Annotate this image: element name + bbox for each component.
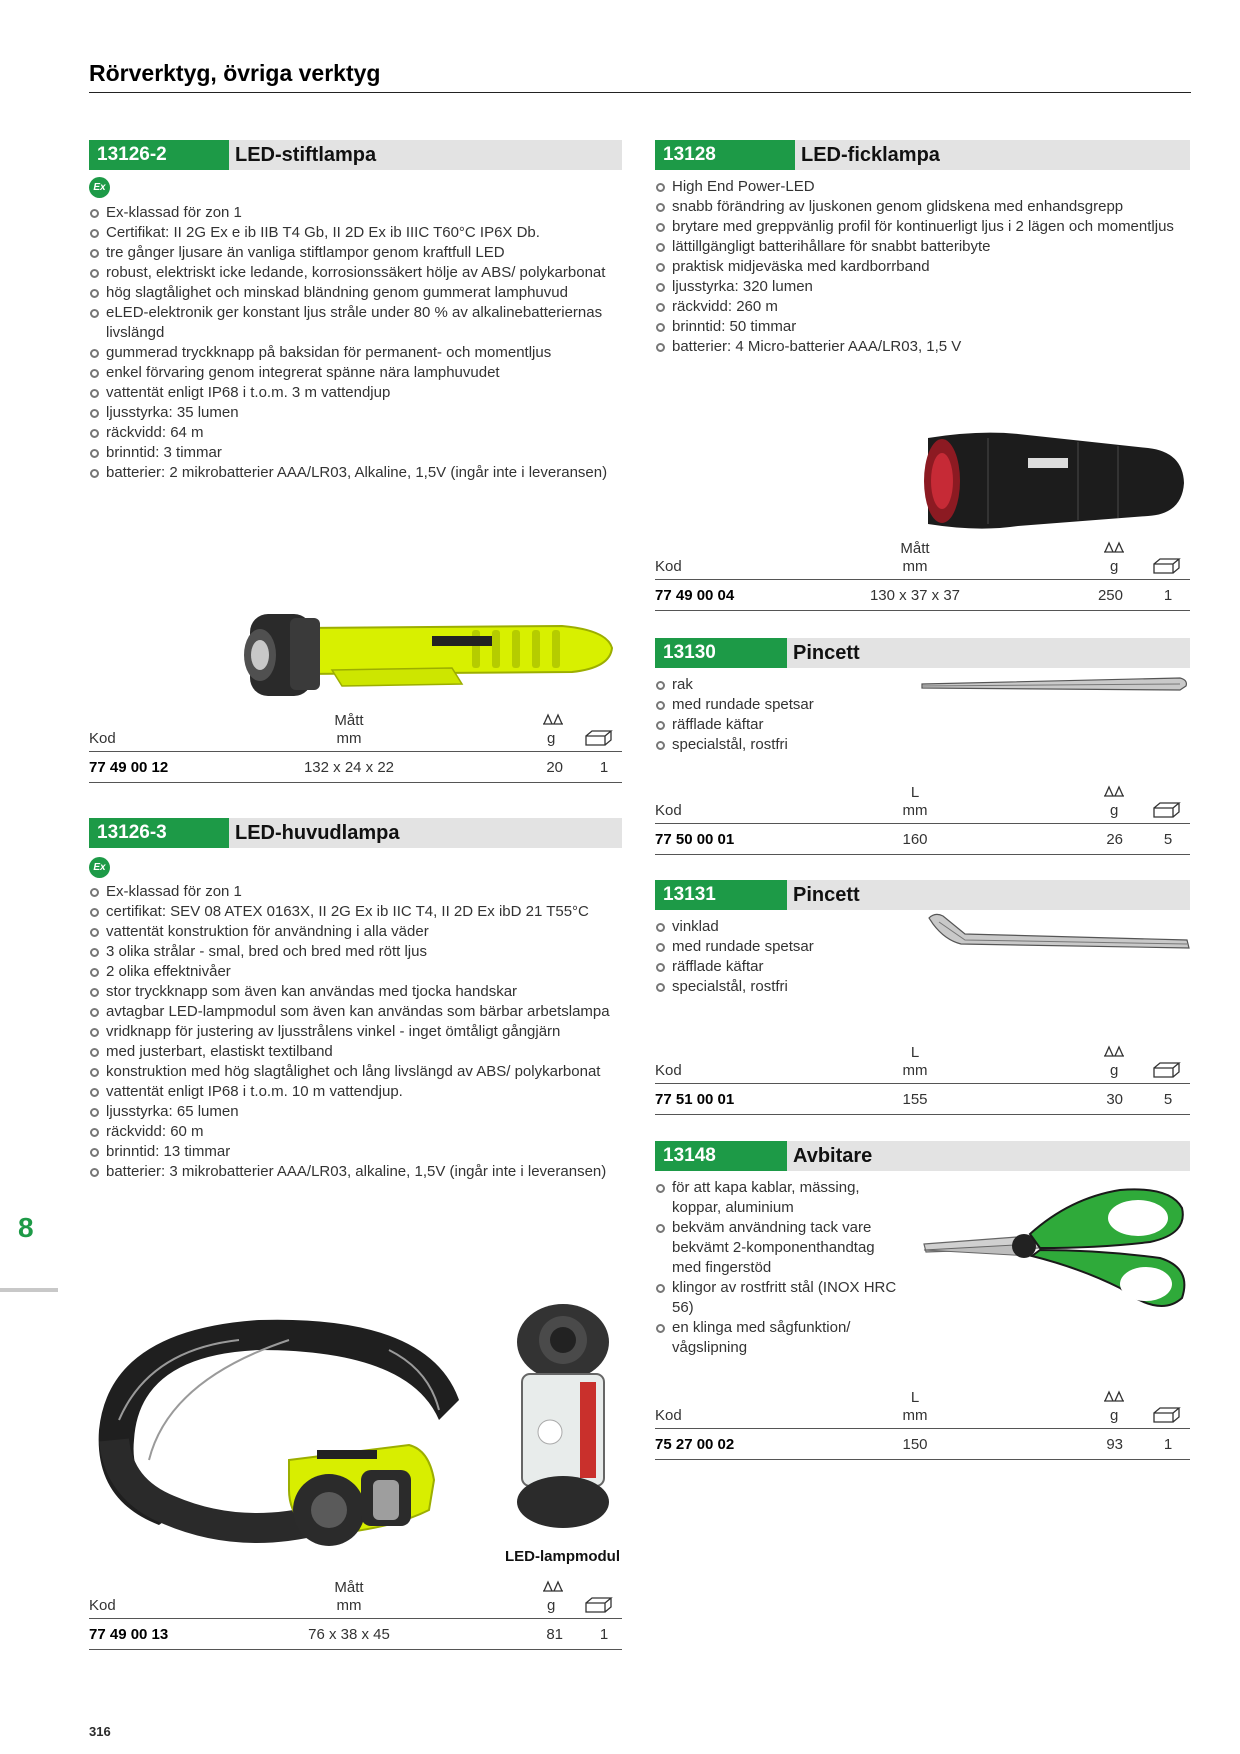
page-title: Rörverktyg, övriga verktyg [89, 60, 381, 86]
list-item: 2 olika effektnivåer [89, 962, 629, 982]
col-header-code: Kod [89, 730, 116, 747]
list-item: enkel förvaring genom integrerat spänne nära lamphuvudet [89, 363, 622, 383]
list-item: snabb förändring av ljuskonen genom glidskena med enhandsgrepp [655, 197, 1190, 217]
list-item: med rundade spetsar [655, 937, 915, 957]
list-item: High End Power-LED [655, 177, 1190, 197]
col-header-weight-unit: g [1110, 802, 1119, 819]
section-code: 13128 [655, 140, 795, 170]
spec-table-13131 [655, 1040, 1190, 1115]
box-icon [585, 730, 613, 746]
product-code: 77 49 00 12 [89, 759, 169, 776]
scale-icon [1103, 784, 1125, 798]
section-code: 13131 [655, 880, 787, 910]
col-header-weight-unit: g [1110, 1062, 1119, 1079]
feature-list-13131 [655, 917, 915, 997]
feature-list-13126-3 [89, 882, 629, 1182]
list-item: med rundade spetsar [655, 695, 915, 715]
list-item: brytare med greppvänlig profil för kontinuerligt ljus i 2 lägen och momentljus [655, 217, 1190, 237]
headlamp-image [89, 1310, 469, 1550]
col-header-dims: L [910, 1389, 920, 1406]
scale-icon [1103, 1389, 1125, 1403]
product-pack: 5 [1163, 831, 1173, 848]
image-caption: LED-lampmodul [505, 1548, 620, 1565]
col-header-dims-unit: mm [902, 558, 928, 575]
col-header-dims: Mått [334, 1579, 364, 1596]
product-weight: 20 [546, 759, 563, 776]
col-header-code: Kod [655, 802, 682, 819]
section-13126-3 [89, 818, 622, 848]
col-header-weight-unit: g [547, 730, 556, 747]
box-icon [1153, 1407, 1181, 1423]
section-13128 [655, 140, 1190, 170]
product-dims: 160 [902, 831, 928, 848]
col-header-weight-unit: g [1110, 558, 1119, 575]
led-module-image [508, 1302, 618, 1532]
product-pack: 1 [599, 759, 609, 776]
list-item: Certifikat: II 2G Ex e ib IIB T4 Gb, II 2D Ex ib IIIC T60°C IP6X Db. [89, 223, 622, 243]
chapter-bar [0, 1288, 58, 1292]
list-item: klingor av rostfritt stål (INOX HRC 56) [655, 1278, 900, 1318]
box-icon [1153, 802, 1181, 818]
box-icon [585, 1597, 613, 1613]
list-item: med justerbart, elastiskt textilband [89, 1042, 629, 1062]
box-icon [1153, 1062, 1181, 1078]
list-item: konstruktion med hög slagtålighet och lång livslängd av ABS/ polykarbonat [89, 1062, 629, 1082]
page-number: 316 [89, 1724, 111, 1739]
list-item: ljusstyrka: 320 lumen [655, 277, 1190, 297]
list-item: vattentät enligt IP68 i t.o.m. 3 m vattendjup [89, 383, 622, 403]
col-header-code: Kod [655, 558, 682, 575]
title-divider [89, 92, 1191, 93]
feature-list-13128 [655, 177, 1190, 357]
list-item: Ex-klassad för zon 1 [89, 203, 622, 223]
section-code: 13130 [655, 638, 787, 668]
flashlight-image [918, 428, 1190, 534]
list-item: tre gånger ljusare än vanliga stiftlampor genom kraftfull LED [89, 243, 622, 263]
spec-table-13128 [655, 536, 1190, 611]
col-header-dims-unit: mm [336, 1597, 362, 1614]
list-item: en klinga med sågfunktion/ vågslipning [655, 1318, 900, 1358]
list-item: räckvidd: 60 m [89, 1122, 629, 1142]
product-code: 77 49 00 13 [89, 1626, 169, 1643]
list-item: ljusstyrka: 65 lumen [89, 1102, 629, 1122]
product-code: 77 51 00 01 [655, 1091, 735, 1108]
scissors-image [920, 1178, 1190, 1328]
product-weight: 30 [1106, 1091, 1123, 1108]
section-code: 13126-2 [89, 140, 229, 170]
col-header-code: Kod [655, 1407, 682, 1424]
list-item: räfflade käftar [655, 957, 915, 977]
col-header-code: Kod [655, 1062, 682, 1079]
col-header-dims-unit: mm [902, 1062, 928, 1079]
list-item: stor tryckknapp som även kan användas med tjocka handskar [89, 982, 629, 1002]
spec-table-13130 [655, 780, 1190, 855]
section-code: 13148 [655, 1141, 787, 1171]
list-item: specialstål, rostfri [655, 977, 915, 997]
section-13130 [655, 638, 1190, 668]
list-item: vattentät konstruktion för användning i alla väder [89, 922, 629, 942]
spec-table-13148 [655, 1385, 1190, 1460]
col-header-weight-unit: g [547, 1597, 556, 1614]
col-header-dims-unit: mm [902, 1407, 928, 1424]
list-item: bekväm användning tack vare bekvämt 2-komponenthandtag med fingerstöd [655, 1218, 900, 1278]
product-code: 77 50 00 01 [655, 831, 735, 848]
chapter-marker: 8 [18, 1212, 34, 1243]
product-code: 77 49 00 04 [655, 587, 735, 604]
feature-list-13130 [655, 675, 915, 755]
list-item: hög slagtålighet och minskad bländning genom gummerat lamphuvud [89, 283, 622, 303]
col-header-dims-unit: mm [902, 802, 928, 819]
section-title: LED-stiftlampa [235, 143, 377, 166]
list-item: eLED-elektronik ger konstant ljus stråle under 80 % av alkalinebatteriernas livslängd [89, 303, 622, 343]
col-header-dims: Mått [334, 712, 364, 729]
list-item: vattentät enligt IP68 i t.o.m. 10 m vattendjup. [89, 1082, 629, 1102]
product-pack: 1 [599, 1626, 609, 1643]
product-dims: 150 [902, 1436, 928, 1453]
col-header-dims: L [910, 1044, 920, 1061]
list-item: vridknapp för justering av ljusstrålens vinkel - inget ömtåligt gångjärn [89, 1022, 629, 1042]
list-item: robust, elektriskt icke ledande, korrosionssäkert hölje av ABS/ polykarbonat [89, 263, 622, 283]
product-weight: 26 [1106, 831, 1123, 848]
straight-tweezers-image [920, 674, 1190, 698]
pen-light-image [232, 608, 622, 698]
product-code: 75 27 00 02 [655, 1436, 735, 1453]
list-item: brinntid: 3 timmar [89, 443, 622, 463]
product-dims: 155 [902, 1091, 928, 1108]
list-item: vinklad [655, 917, 915, 937]
section-title: LED-ficklampa [801, 143, 940, 166]
section-title: Pincett [793, 883, 860, 906]
col-header-dims-unit: mm [336, 730, 362, 747]
list-item: certifikat: SEV 08 ATEX 0163X, II 2G Ex ib IIC T4, II 2D Ex ibD 21 T55°C [89, 902, 629, 922]
list-item: batterier: 2 mikrobatterier AAA/LR03, Alkaline, 1,5V (ingår inte i leveransen) [89, 463, 622, 483]
col-header-weight-unit: g [1110, 1407, 1119, 1424]
product-dims: 132 x 24 x 22 [303, 759, 395, 776]
list-item: räfflade käftar [655, 715, 915, 735]
product-pack: 1 [1163, 587, 1173, 604]
feature-list-13148 [655, 1178, 900, 1358]
list-item: gummerad tryckknapp på baksidan för permanent- och momentljus [89, 343, 622, 363]
list-item: brinntid: 13 timmar [89, 1142, 629, 1162]
product-weight: 93 [1106, 1436, 1123, 1453]
section-13148 [655, 1141, 1190, 1171]
list-item: specialstål, rostfri [655, 735, 915, 755]
product-pack: 1 [1163, 1436, 1173, 1453]
list-item: lättillgängligt batterihållare för snabbt batteribyte [655, 237, 1190, 257]
list-item: avtagbar LED-lampmodul som även kan användas som bärbar arbetslampa [89, 1002, 629, 1022]
ex-badge-icon: Ex [89, 177, 110, 198]
angled-tweezers-image [925, 910, 1195, 960]
spec-table-13126-3 [89, 1575, 622, 1650]
product-weight: 81 [546, 1626, 563, 1643]
spec-table-13126-2 [89, 708, 622, 783]
list-item: rak [655, 675, 915, 695]
product-dims: 76 x 38 x 45 [308, 1626, 390, 1643]
section-code: 13126-3 [89, 818, 229, 848]
list-item: 3 olika strålar - smal, bred och bred med rött ljus [89, 942, 629, 962]
scale-icon [542, 1579, 564, 1593]
product-weight: 250 [1097, 587, 1123, 604]
col-header-dims: L [910, 784, 920, 801]
scale-icon [542, 712, 564, 726]
scale-icon [1103, 540, 1125, 554]
list-item: praktisk midjeväska med kardborrband [655, 257, 1190, 277]
list-item: batterier: 3 mikrobatterier AAA/LR03, alkaline, 1,5V (ingår inte i leveransen) [89, 1162, 629, 1182]
list-item: räckvidd: 260 m [655, 297, 1190, 317]
product-dims: 130 x 37 x 37 [869, 587, 961, 604]
ex-badge-icon: Ex [89, 857, 110, 878]
col-header-code: Kod [89, 1597, 116, 1614]
section-13126-2 [89, 140, 622, 170]
list-item: för att kapa kablar, mässing, koppar, aluminium [655, 1178, 900, 1218]
list-item: ljusstyrka: 35 lumen [89, 403, 622, 423]
product-pack: 5 [1163, 1091, 1173, 1108]
list-item: batterier: 4 Micro-batterier AAA/LR03, 1,5 V [655, 337, 1190, 357]
list-item: Ex-klassad för zon 1 [89, 882, 629, 902]
scale-icon [1103, 1044, 1125, 1058]
col-header-dims: Mått [900, 540, 930, 557]
box-icon [1153, 558, 1181, 574]
section-13131 [655, 880, 1190, 910]
section-title: Pincett [793, 641, 860, 664]
list-item: räckvidd: 64 m [89, 423, 622, 443]
section-title: LED-huvudlampa [235, 821, 400, 844]
section-title: Avbitare [793, 1144, 873, 1167]
list-item: brinntid: 50 timmar [655, 317, 1190, 337]
feature-list-13126-2 [89, 203, 622, 483]
